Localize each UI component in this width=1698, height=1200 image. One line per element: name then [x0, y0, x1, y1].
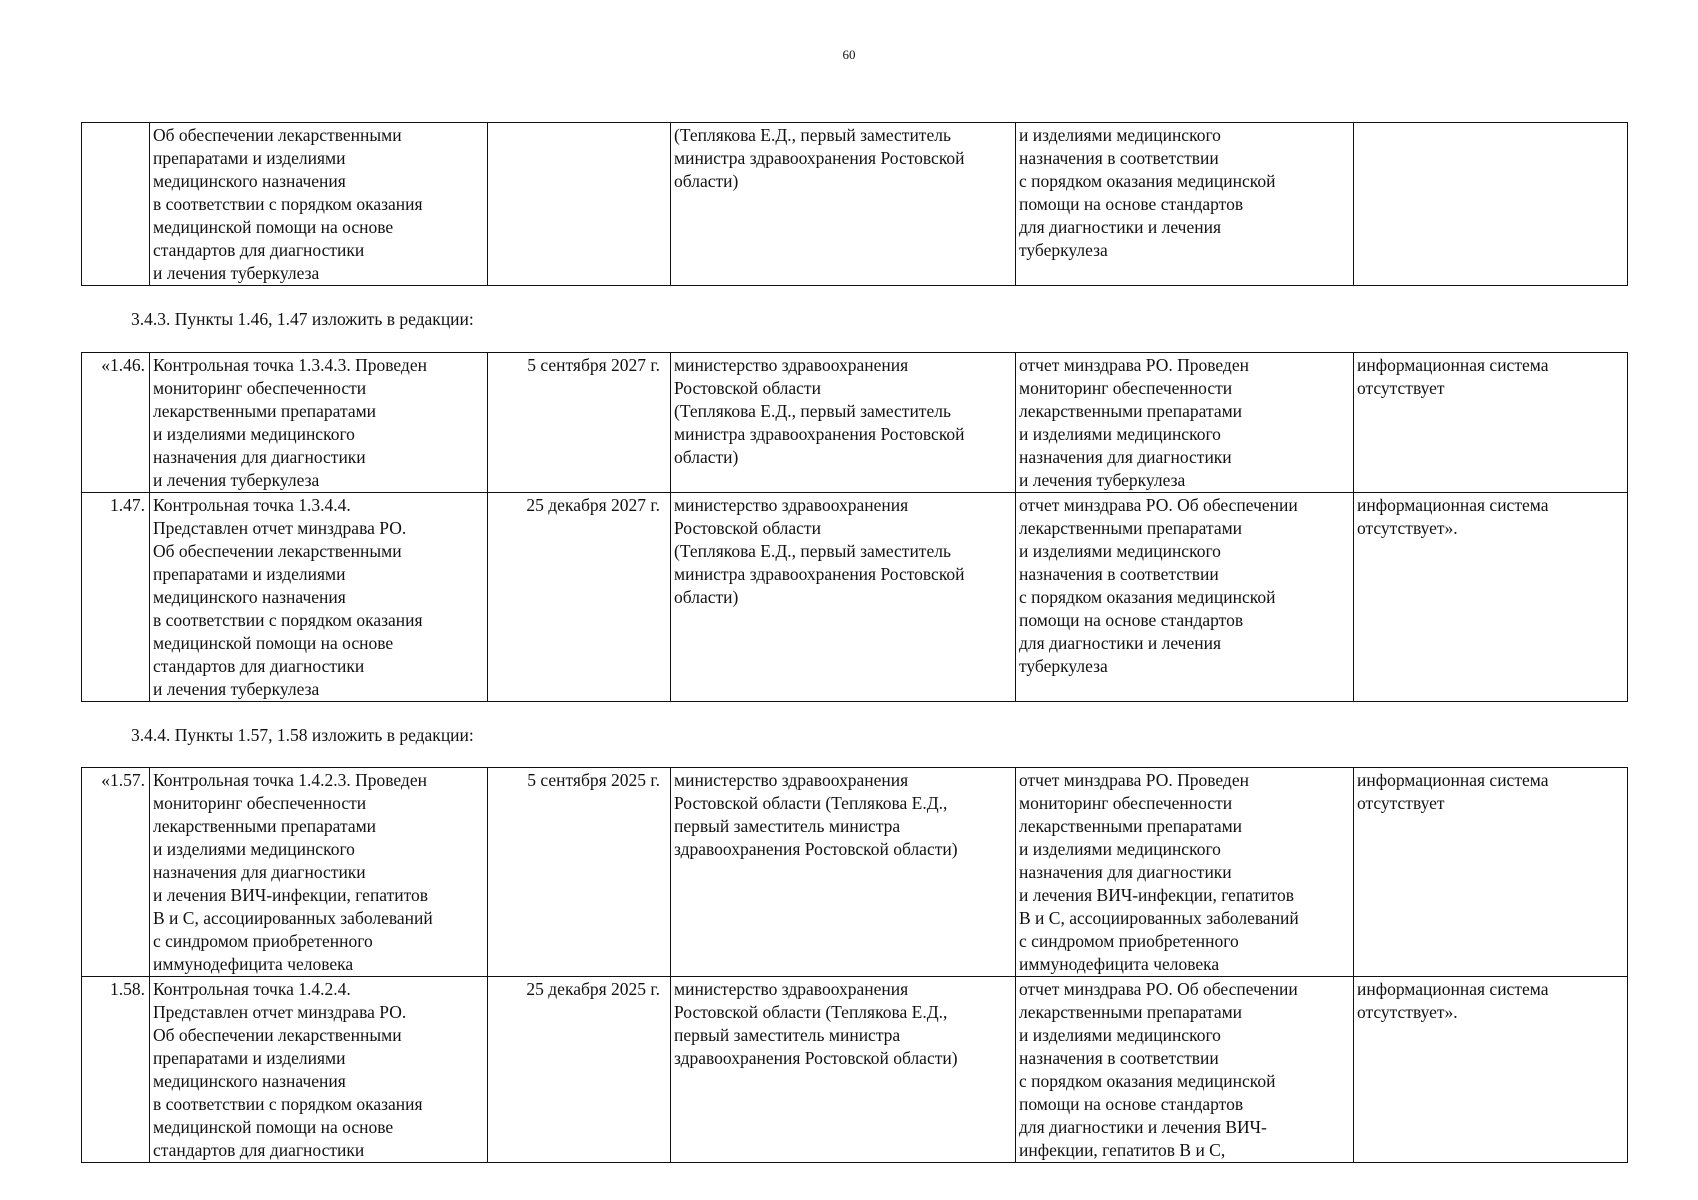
result-description: и изделиями медицинского назначения в соответствии с порядком оказания медицинской помощи на основе стандартов для диагностики и лечения туберкулеза [1016, 123, 1354, 286]
section-heading-3-4-3: 3.4.3. Пункты 1.46, 1.47 изложить в редакции: [131, 309, 474, 329]
information-system: информационная система отсутствует». [1354, 977, 1628, 1163]
responsible-executor: министерство здравоохранения Ростовской области (Теплякова Е.Д., первый заместитель министра здравоохранения Ростовской области) [671, 353, 1016, 493]
responsible-executor: министерство здравоохранения Ростовской области (Теплякова Е.Д., первый заместитель министра здравоохранения Ростовской области) [671, 977, 1016, 1163]
items-1-46-1-47-table [81, 352, 1628, 702]
table-row [82, 493, 1628, 702]
event-name: Контрольная точка 1.4.2.3. Проведен мониторинг обеспеченности лекарственными препаратами и изделиями медицинского назначения для диагностики и лечения ВИЧ-инфекции, гепатитов В и С, ассоциированных заболеваний с синдромом приобретенного иммунодефицита человека [150, 768, 488, 977]
result-description: отчет минздрава РО. Об обеспечении лекарственными препаратами и изделиями медицинского назначения в соответствии с порядком оказания медицинской помощи на основе стандартов для диагностики и лечения туберкулеза [1016, 493, 1354, 702]
responsible-executor: (Теплякова Е.Д., первый заместитель министра здравоохранения Ростовской области) [671, 123, 1016, 286]
information-system [1354, 123, 1628, 286]
information-system: информационная система отсутствует». [1354, 493, 1628, 702]
event-name: Контрольная точка 1.3.4.4. Представлен отчет минздрава РО. Об обеспечении лекарственными препаратами и изделиями медицинского назначения в соответствии с порядком оказания медицинской помощи на основе стандартов для диагностики и лечения туберкулеза [150, 493, 488, 702]
information-system: информационная система отсутствует [1354, 768, 1628, 977]
row-number: 1.47. [82, 493, 150, 702]
result-description: отчет минздрава РО. Об обеспечении лекарственными препаратами и изделиями медицинского назначения в соответствии с порядком оказания медицинской помощи на основе стандартов для диагностики и лечения ВИЧ- инфекции, гепатитов В и С, [1016, 977, 1354, 1163]
section-heading-3-4-4: 3.4.4. Пункты 1.57, 1.58 изложить в редакции: [131, 725, 474, 745]
page-number: 60 [842, 47, 856, 62]
information-system: информационная система отсутствует [1354, 353, 1628, 493]
row-number [82, 123, 150, 286]
due-date: 5 сентября 2027 г. [488, 353, 671, 493]
continuation-table [81, 122, 1628, 286]
row-number: «1.46. [82, 353, 150, 493]
table-row [82, 123, 1628, 286]
row-number: 1.58. [82, 977, 150, 1163]
result-description: отчет минздрава РО. Проведен мониторинг обеспеченности лекарственными препаратами и изделиями медицинского назначения для диагностики и лечения туберкулеза [1016, 353, 1354, 493]
row-number: «1.57. [82, 768, 150, 977]
due-date: 5 сентября 2025 г. [488, 768, 671, 977]
due-date: 25 декабря 2027 г. [488, 493, 671, 702]
event-name: Контрольная точка 1.3.4.3. Проведен мониторинг обеспеченности лекарственными препаратами и изделиями медицинского назначения для диагностики и лечения туберкулеза [150, 353, 488, 493]
table-row [82, 353, 1628, 493]
event-name: Об обеспечении лекарственными препаратами и изделиями медицинского назначения в соответствии с порядком оказания медицинской помощи на основе стандартов для диагностики и лечения туберкулеза [150, 123, 488, 286]
items-1-57-1-58-table [81, 767, 1628, 1163]
event-name: Контрольная точка 1.4.2.4. Представлен отчет минздрава РО. Об обеспечении лекарственными препаратами и изделиями медицинского назначения в соответствии с порядком оказания медицинской помощи на основе стандартов для диагностики [150, 977, 488, 1163]
table-row [82, 977, 1628, 1163]
due-date: 25 декабря 2025 г. [488, 977, 671, 1163]
due-date [488, 123, 671, 286]
result-description: отчет минздрава РО. Проведен мониторинг обеспеченности лекарственными препаратами и изделиями медицинского назначения для диагностики и лечения ВИЧ-инфекции, гепатитов В и С, ассоциированных заболеваний с синдромом приобретенного иммунодефицита человека [1016, 768, 1354, 977]
table-row [82, 768, 1628, 977]
responsible-executor: министерство здравоохранения Ростовской области (Теплякова Е.Д., первый заместитель министра здравоохранения Ростовской области) [671, 768, 1016, 977]
responsible-executor: министерство здравоохранения Ростовской области (Теплякова Е.Д., первый заместитель министра здравоохранения Ростовской области) [671, 493, 1016, 702]
